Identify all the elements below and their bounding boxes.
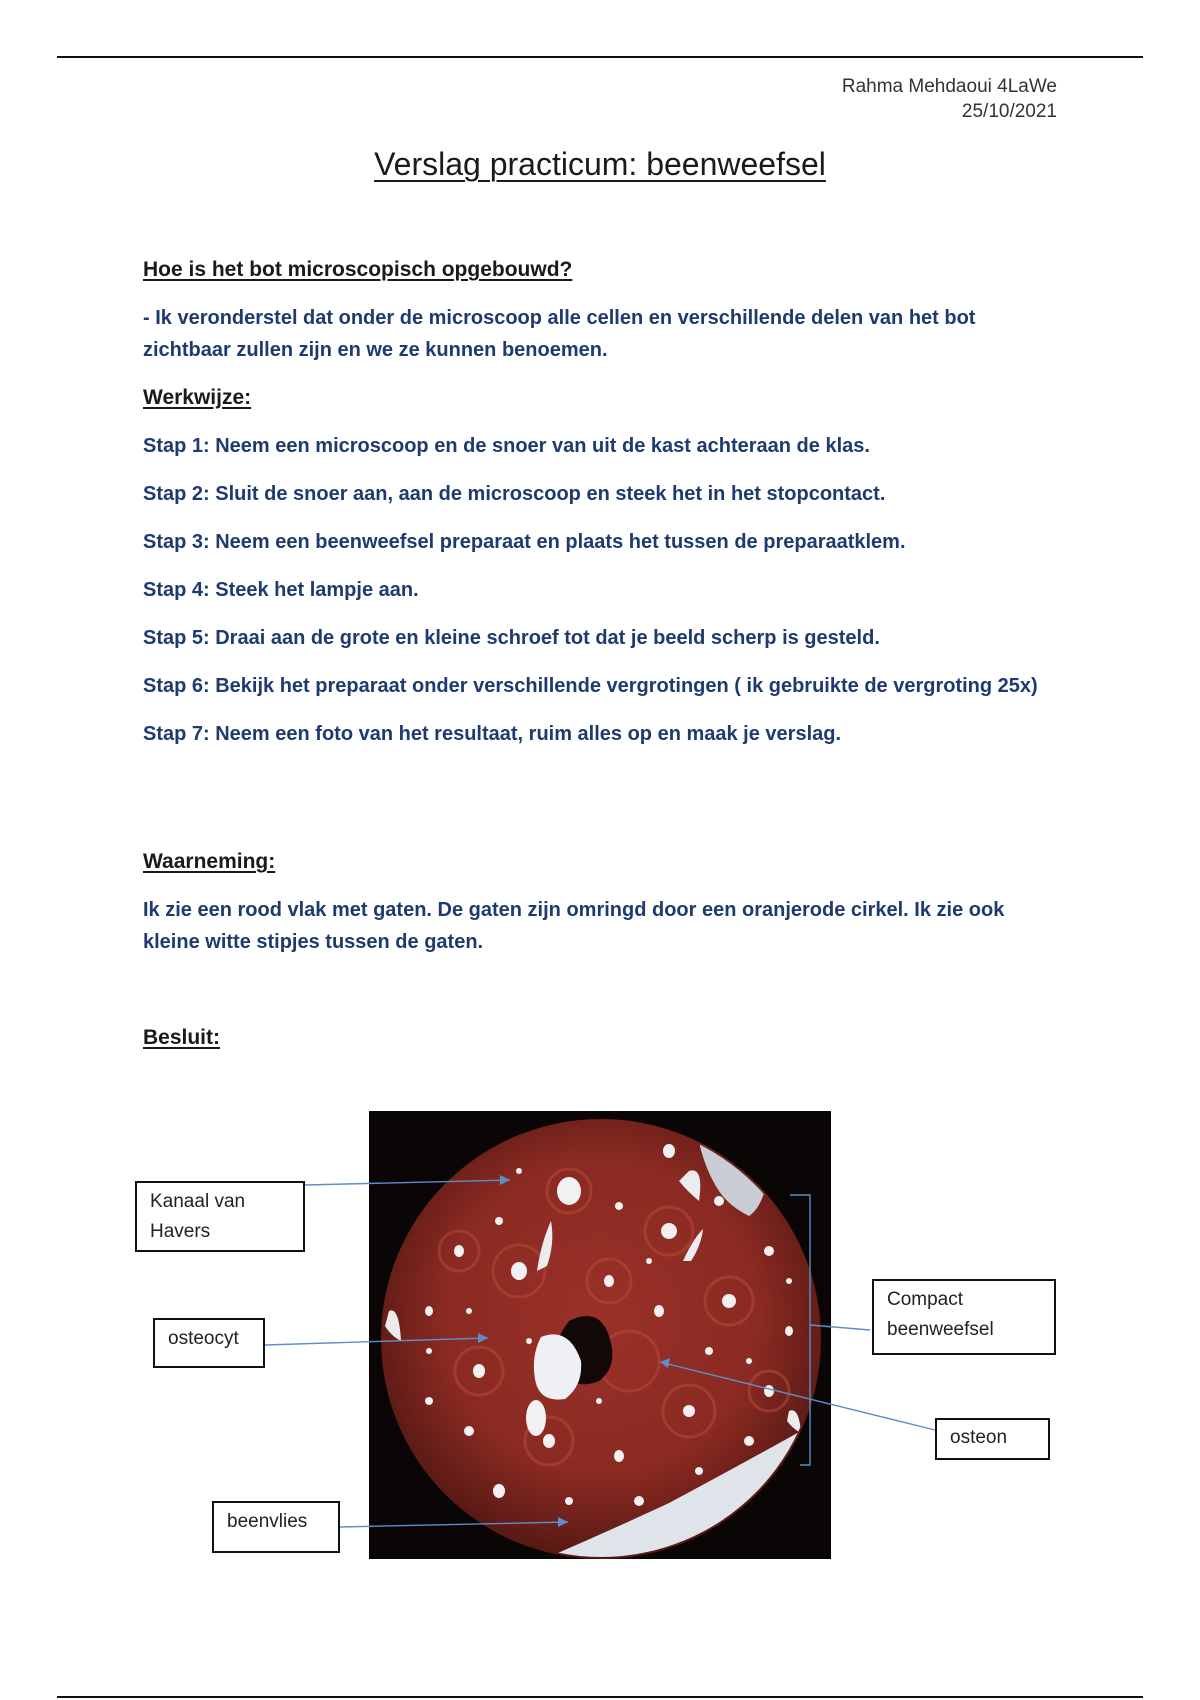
document-title [0,146,1200,183]
observation-section [143,894,1063,958]
method-step: Stap 5: Draai aan de grote en kleine schroef tot dat je beeld scherp is gesteld. [143,627,880,649]
method-step: Stap 4: Steek het lampje aan. [143,579,419,601]
label-compact-line1: Compact [887,1289,964,1310]
microscope-photo-drawing [369,1111,831,1559]
label-kanaal-line1: Kanaal van [150,1191,246,1212]
hypothesis-text: - Ik veronderstel dat onder de microscoop alle cellen en verschillende delen van het bot zichtbaar zullen zijn en we ze kunnen benoemen. [143,307,976,361]
top-rule [57,56,1143,58]
label-kanaal-line2: Havers [150,1221,211,1242]
hypothesis-section [143,302,1063,366]
method-heading-wrap [143,386,1063,410]
conclusion-heading: Besluit: [143,1026,221,1049]
research-question-section [143,258,1063,282]
method-step: Stap 1: Neem een microscoop en de snoer van uit de kast achteraan de klas. [143,435,870,457]
report-date: 25/10/2021 [961,101,1057,122]
observation-heading: Waarneming: [143,850,276,873]
bottom-rule [57,1696,1143,1698]
research-question-heading: Hoe is het bot microscopisch opgebouwd? [143,258,573,281]
author-name: Rahma Mehdaoui 4LaWe [841,76,1057,97]
document-title-text: Verslag practicum: beenweefsel [374,146,826,182]
label-kanaal-van-havers [135,1181,305,1252]
author-block [842,74,1057,124]
method-steps [143,430,1063,766]
conclusion-heading-wrap [143,1026,1063,1050]
observation-heading-wrap [143,850,1063,874]
method-heading: Werkwijze: [143,386,252,409]
label-compact-beenweefsel [872,1279,1056,1355]
method-step: Stap 6: Bekijk het preparaat onder verschillende vergrotingen ( ik gebruikte de vergroting 25x) [143,675,1038,697]
method-step: Stap 2: Sluit de snoer aan, aan de microscoop en steek het in het stopcontact. [143,483,886,505]
label-compact-line2: beenweefsel [887,1319,994,1340]
label-osteocyt [153,1318,265,1368]
microscope-photo [369,1111,831,1559]
label-beenvlies-text: beenvlies [227,1511,308,1532]
label-osteon [935,1418,1050,1460]
observation-text: Ik zie een rood vlak met gaten. De gaten zijn omringd door een oranjerode cirkel. Ik zie ook kleine witte stipjes tussen de gaten. [143,899,1005,953]
method-step: Stap 3: Neem een beenweefsel preparaat en plaats het tussen de preparaatklem. [143,531,906,553]
label-osteon-text: osteon [950,1427,1008,1448]
label-osteocyt-text: osteocyt [168,1328,239,1349]
method-step: Stap 7: Neem een foto van het resultaat, ruim alles op en maak je verslag. [143,723,842,745]
label-beenvlies [212,1501,340,1553]
